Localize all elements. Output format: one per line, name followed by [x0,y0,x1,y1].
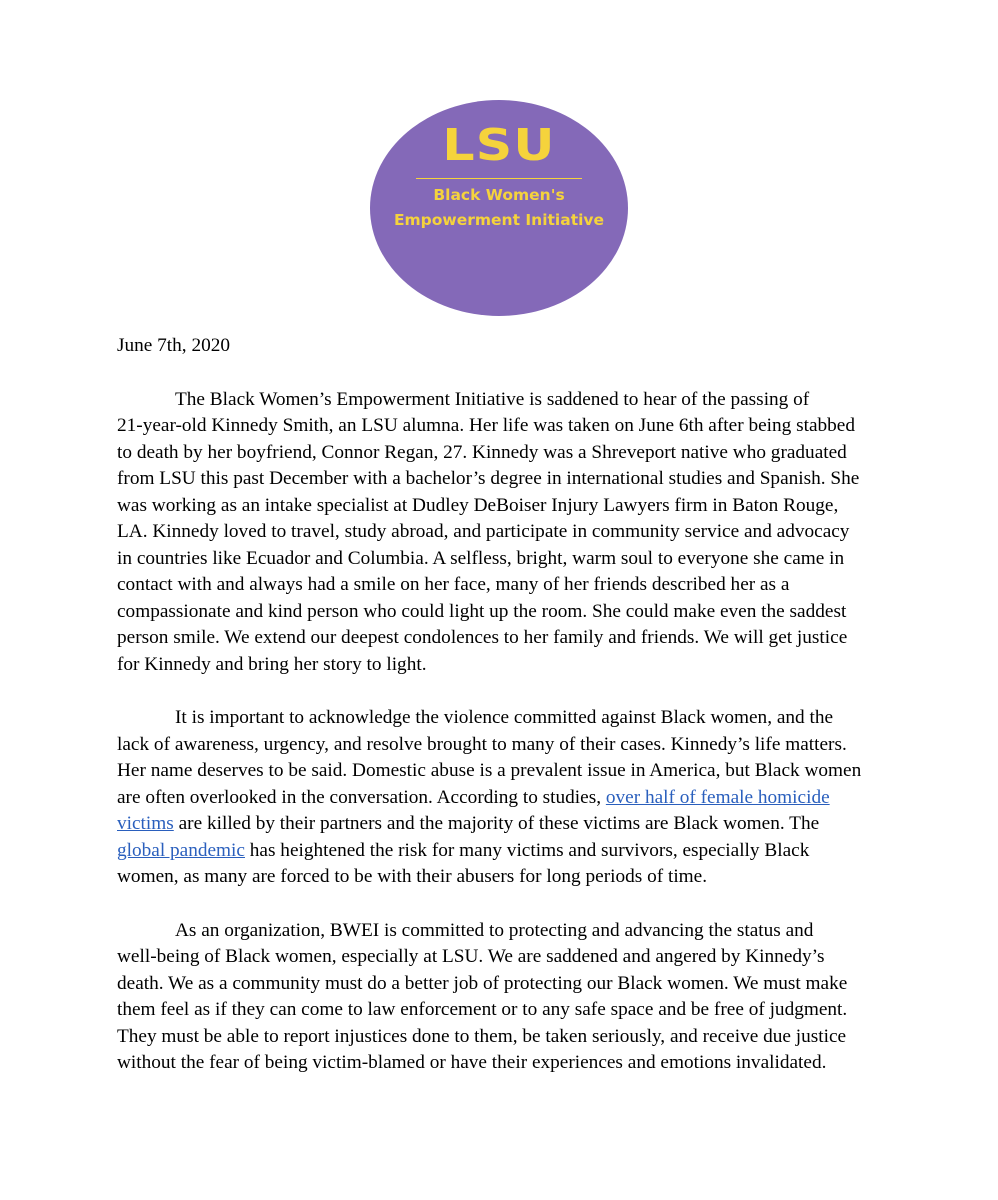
statement-body [117,333,877,1104]
organization-name-line: Black Women's [433,186,565,204]
logo-divider [416,178,582,179]
paragraph-awareness [117,705,877,891]
paragraph-text: are often overlooked in the conversation. According to studies, [117,786,606,808]
homicide-statistics-link-continued[interactable]: victims [117,813,174,834]
bwei-logo [370,100,628,316]
lsu-wordmark: LSU [442,120,556,171]
paragraph-line: As an organization, BWEI is committed to protecting and advancing the status and [175,919,814,941]
paragraph-line [117,838,877,865]
paragraph-line: compassionate and kind person who could light up the room. She could make even the saddest [117,600,847,622]
paragraph-tribute [117,387,877,679]
paragraph-line: Her name deserves to be said. Domestic abuse is a prevalent issue in America, but Black women [117,760,862,781]
paragraph-line: was working as an intake specialist at Dudley DeBoiser Injury Lawyers firm in Baton Rouge, [117,494,839,516]
paragraph-line: from LSU this past December with a bachelor’s degree in international studies and Spanish. She [117,468,860,489]
paragraph-line: for Kinnedy and bring her story to light. [117,653,427,675]
paragraph-line: to death by her boyfriend, Connor Regan, 27. Kinnedy was a Shreveport native who graduated [117,441,847,463]
paragraph-line: contact with and always had a smile on her face, many of her friends described her as a [117,574,790,595]
paragraph-line: They must be able to report injustices done to them, be taken seriously, and receive due justice [117,1025,847,1047]
paragraph-line: them feel as if they can come to law enforcement or to any safe space and be free of judgment. [117,999,848,1020]
paragraph-line: in countries like Ecuador and Columbia. A selfless, bright, warm soul to everyone she came in [117,547,845,569]
homicide-statistics-link[interactable]: over half of female homicide [605,786,830,808]
paragraph-line: The Black Women’s Empowerment Initiative is saddened to hear of the passing of [175,388,810,410]
paragraph-text: has heightened the risk for many victims and survivors, especially Black [244,839,810,861]
paragraph-line [117,785,877,812]
statement-date: June 7th, 2020 [117,335,231,356]
paragraph-line [117,811,877,838]
paragraph-line: 21-year-old Kinnedy Smith, an LSU alumna. Her life was taken on June 6th after being stabbed [117,415,855,436]
paragraph-line: LA. Kinnedy loved to travel, study abroad, and participate in community service and advocacy [117,521,850,542]
paragraph-text: are killed by their partners and the majority of these victims are Black women. The [173,813,820,834]
paragraph-line: without the fear of being victim-blamed or have their experiences and emotions invalidated. [117,1052,827,1073]
paragraph-line: It is important to acknowledge the violence committed against Black women, and the [175,707,834,728]
global-pandemic-link[interactable]: global pandemic [117,839,245,861]
paragraph-line: death. We as a community must do a better job of protecting our Black women. We must make [117,972,848,994]
paragraph-commitment [117,918,877,1077]
organization-name [370,183,628,233]
paragraph-line: person smile. We extend our deepest condolences to her family and friends. We will get justice [117,627,848,648]
paragraph-line: women, as many are forced to be with their abusers for long periods of time. [117,866,708,887]
organization-name-line: Empowerment Initiative [393,211,605,229]
paragraph-line: well-being of Black women, especially at LSU. We are saddened and angered by Kinnedy’s [117,946,825,967]
paragraph-line: lack of awareness, urgency, and resolve brought to many of their cases. Kinnedy’s life matters. [117,733,847,755]
